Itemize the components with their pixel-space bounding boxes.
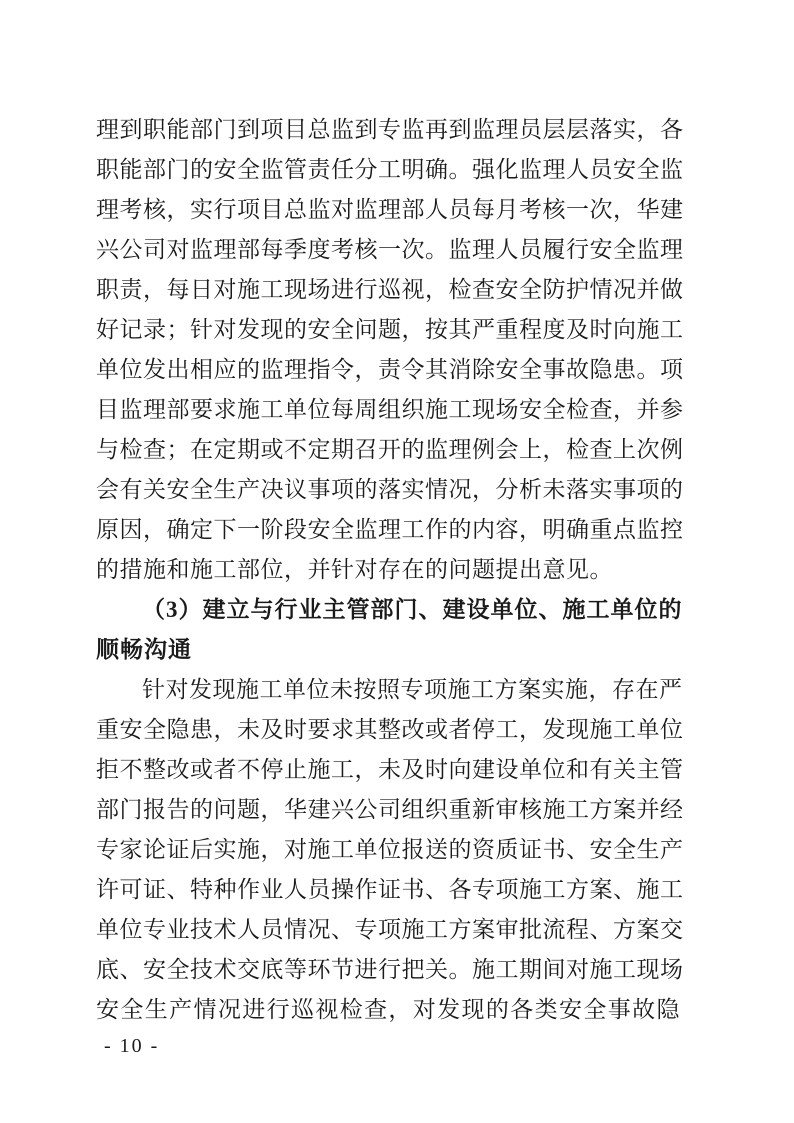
heading-line: （3）建立与行业主管部门、建设单位、施工单位的 bbox=[142, 597, 683, 622]
body-text-line: 理考核，实行项目总监对监理部人员每月考核一次，华建 bbox=[96, 197, 684, 222]
body-text-line: 拒不整改或者不停止施工，未及时向建设单位和有关主管 bbox=[96, 757, 684, 782]
body-text-line: 针对发现施工单位未按照专项施工方案实施，存在严 bbox=[142, 677, 683, 702]
body-text-line: 理到职能部门到项目总监到专监再到监理员层层落实，各 bbox=[96, 117, 684, 142]
body-text-line: 原因，确定下一阶段安全监理工作的内容，明确重点监控 bbox=[96, 517, 684, 542]
page-number: - 10 - bbox=[104, 1035, 160, 1057]
body-text-line: 的措施和施工部位，并针对存在的问题提出意见。 bbox=[96, 557, 613, 582]
body-text-line: 职责，每日对施工现场进行巡视，检查安全防护情况并做 bbox=[96, 277, 684, 302]
body-text-line: 兴公司对监理部每季度考核一次。监理人员履行安全监理 bbox=[96, 237, 684, 262]
document-content bbox=[96, 110, 684, 1030]
body-text-line: 专家论证后实施，对施工单位报送的资质证书、安全生产 bbox=[96, 837, 684, 862]
body-text-line: 单位发出相应的监理指令，责令其消除安全事故隐患。项 bbox=[96, 357, 684, 382]
body-text-line: 好记录；针对发现的安全问题，按其严重程度及时向施工 bbox=[96, 317, 684, 342]
body-text-line: 职能部门的安全监管责任分工明确。强化监理人员安全监 bbox=[96, 157, 684, 182]
body-text-line: 部门报告的问题，华建兴公司组织重新审核施工方案并经 bbox=[96, 797, 684, 822]
body-text-line: 底、安全技术交底等环节进行把关。施工期间对施工现场 bbox=[96, 957, 684, 982]
body-text-line: 安全生产情况进行巡视检查，对发现的各类安全事故隐 bbox=[96, 997, 680, 1022]
body-text-line: 会有关安全生产决议事项的落实情况，分析未落实事项的 bbox=[96, 477, 684, 502]
body-text-line: 目监理部要求施工单位每周组织施工现场安全检查，并参 bbox=[96, 397, 684, 422]
body-text-line: 单位专业技术人员情况、专项施工方案审批流程、方案交 bbox=[96, 917, 684, 942]
heading-line: 顺畅沟通 bbox=[96, 637, 192, 662]
body-text-line: 许可证、特种作业人员操作证书、各专项施工方案、施工 bbox=[96, 877, 684, 902]
body-text-line: 重安全隐患，未及时要求其整改或者停工，发现施工单位 bbox=[96, 717, 684, 742]
body-text-line: 与检查；在定期或不定期召开的监理例会上，检查上次例 bbox=[96, 437, 684, 462]
